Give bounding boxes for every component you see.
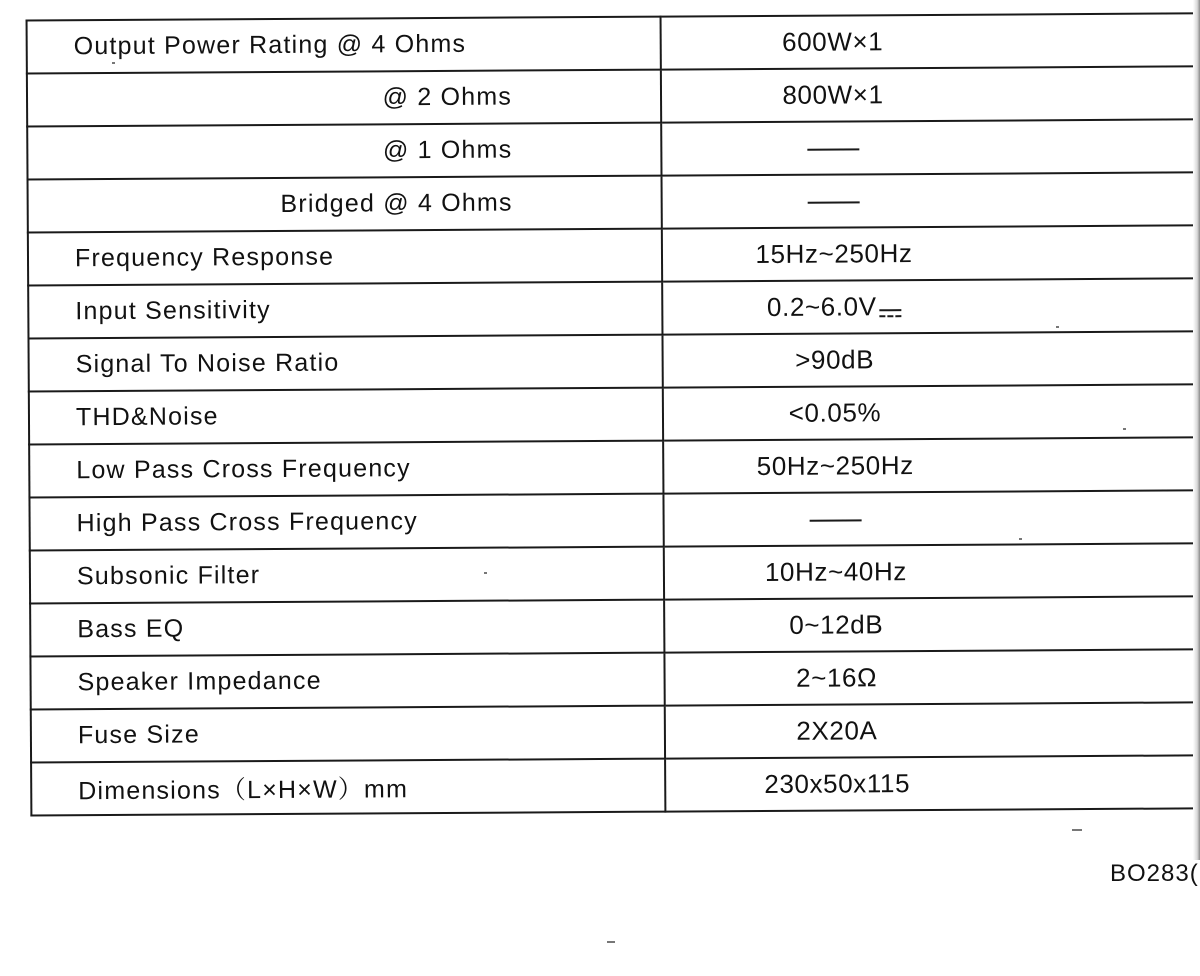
spec-row [28, 172, 1200, 232]
not-applicable-dash [808, 202, 860, 204]
spec-value [664, 543, 1200, 599]
scan-speck [607, 941, 615, 943]
spec-value [665, 702, 1200, 758]
spec-value [661, 119, 1200, 175]
spec-parameter: Input Sensitivity [28, 282, 662, 339]
spec-row [28, 225, 1200, 285]
spec-value [662, 278, 1200, 334]
spec-parameter: Subsonic Filter [30, 547, 664, 604]
spec-row [31, 755, 1200, 815]
spec-value-text: 0~12dB [789, 609, 884, 640]
not-applicable-dash [807, 149, 859, 151]
spec-row [27, 119, 1200, 179]
spec-value-text: >90dB [795, 344, 875, 375]
spec-row [30, 649, 1200, 709]
scan-speck [1123, 428, 1126, 430]
spec-value-text: <0.05% [788, 397, 882, 428]
spec-value [664, 596, 1200, 652]
spec-row [28, 331, 1200, 391]
scan-speck [484, 572, 487, 574]
scan-speck [1019, 538, 1022, 540]
dc-voltage-icon [880, 309, 902, 319]
spec-row [31, 702, 1200, 762]
spec-value-text: 50Hz~250Hz [756, 450, 914, 482]
spec-row [29, 437, 1200, 497]
spec-parameter: @ 2 Ohms [27, 70, 661, 127]
spec-parameter: Low Pass Cross Frequency [29, 441, 663, 498]
spec-row [27, 13, 1200, 73]
spec-table [26, 12, 1200, 816]
spec-parameter: Bass EQ [30, 600, 664, 657]
spec-parameter: @ 1 Ohms [27, 123, 661, 180]
spec-value-text: 15Hz~250Hz [755, 238, 913, 270]
spec-parameter: Frequency Response [28, 229, 662, 286]
spec-value [661, 13, 1200, 69]
spec-row [29, 490, 1200, 550]
spec-row [30, 596, 1200, 656]
spec-row [29, 384, 1200, 444]
document-code: BO283( [1110, 860, 1199, 887]
spec-row [27, 66, 1200, 126]
spec-parameter: High Pass Cross Frequency [29, 494, 663, 551]
spec-value-text: 2X20A [796, 715, 878, 746]
spec-value-text: 800W×1 [782, 79, 884, 110]
spec-value-text: 230x50x115 [764, 768, 911, 800]
scan-speck [112, 62, 115, 64]
not-applicable-dash [810, 520, 862, 522]
spec-value-text: 0.2~6.0V [766, 291, 877, 322]
spec-parameter: Output Power Rating @ 4 Ohms [27, 17, 661, 74]
spec-parameter: Dimensions（L×H×W）mm [31, 759, 665, 816]
spec-table-body [27, 13, 1200, 815]
spec-value [663, 384, 1200, 440]
spec-value [662, 331, 1200, 387]
spec-value-text: 10Hz~40Hz [764, 556, 908, 587]
spec-row [28, 278, 1200, 338]
spec-row [30, 543, 1200, 603]
spec-parameter: Bridged @ 4 Ohms [28, 176, 662, 233]
spec-value-text: 2~16Ω [795, 662, 878, 693]
scan-speck [1072, 829, 1082, 831]
spec-value [663, 490, 1200, 546]
spec-value [661, 66, 1200, 122]
spec-value [662, 172, 1200, 228]
page-edge-shadow [1193, 0, 1200, 860]
scan-speck [1056, 326, 1059, 328]
spec-parameter: Speaker Impedance [30, 653, 664, 710]
spec-parameter: THD&Noise [29, 388, 663, 445]
spec-parameter: Signal To Noise Ratio [28, 335, 662, 392]
spec-value [662, 225, 1200, 281]
spec-value-text: 600W×1 [782, 26, 884, 57]
spec-value [664, 649, 1200, 705]
spec-value [665, 755, 1200, 811]
spec-value [663, 437, 1200, 493]
spec-parameter: Fuse Size [31, 706, 665, 763]
